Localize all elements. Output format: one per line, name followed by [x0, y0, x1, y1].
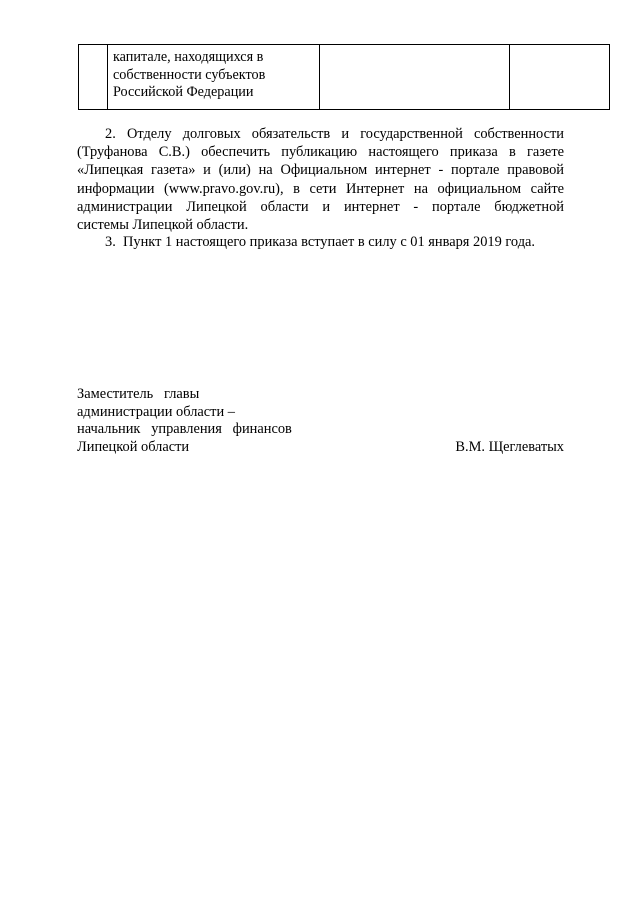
table-cell-line: собственности субъектов	[113, 66, 266, 83]
paragraph-line: информации (www.pravo.gov.ru), в сети Интернет на официальном сайте	[77, 180, 564, 197]
paragraph-line: системы Липецкой области.	[77, 217, 249, 234]
table-cell-line: капитале, находящихся в	[113, 49, 264, 65]
table-fragment	[78, 44, 610, 110]
signature-title-line: начальник управления финансов	[77, 421, 292, 437]
paragraph-3	[77, 233, 564, 251]
paragraph-line: (Труфанова С.В.) обеспечить публикацию настоящего приказа в газете	[77, 144, 564, 161]
paragraph-line: 2. Отделу долговых обязательств и государственной собственности	[105, 126, 564, 142]
table-cell-empty	[320, 45, 510, 110]
signature-title-line: Липецкой области	[77, 438, 190, 455]
signature-title-line: Заместитель главы	[77, 386, 200, 402]
table-cell-line: Российской Федерации	[113, 84, 254, 100]
signatory-name: В.М. Щеглеватых	[455, 438, 564, 455]
table-row	[79, 45, 610, 110]
table-cell-empty	[510, 45, 610, 110]
signature-block	[77, 386, 564, 456]
table-cell-number	[79, 45, 108, 110]
table-cell-description	[108, 45, 320, 110]
paragraph-2	[77, 125, 564, 234]
paragraph-line: 3. Пункт 1 настоящего приказа вступает в силу с 01 января 2019 года.	[105, 234, 536, 250]
signature-title-line: администрации области –	[77, 403, 235, 420]
paragraph-line: «Липецкая газета» и (или) на Официальном интернет - портале правовой	[77, 162, 564, 179]
paragraph-line: администрации Липецкой области и интернет - портале бюджетной	[77, 198, 564, 215]
